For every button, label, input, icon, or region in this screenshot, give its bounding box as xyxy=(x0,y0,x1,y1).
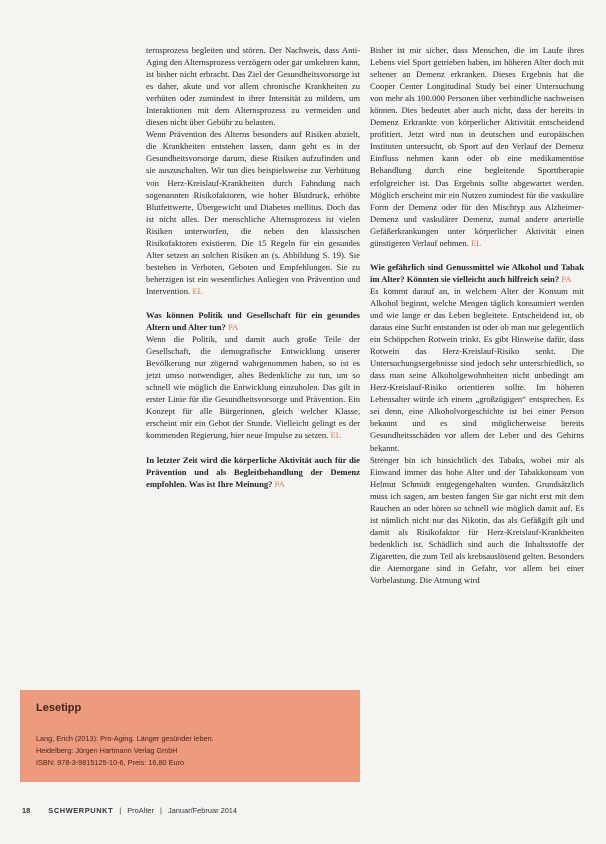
footer-separator: | xyxy=(119,806,122,815)
question-text: Was können Politik und Gesellschaft für ein gesundes Altern und Alter tun? xyxy=(146,309,360,333)
question-text: In letzter Zeit wird die körperliche Aktivität auch für die Prävention und als Begleitbehandlung der Demenz empfohlen. Was ist Ihre Meinung? xyxy=(146,454,360,489)
reading-tip-title: Lesetipp xyxy=(36,702,82,714)
issue-date: Januar/Februar 2014 xyxy=(168,806,238,815)
page-number: 18 xyxy=(22,806,31,815)
book-isbn-price: ISBN: 978-3-9815125-10-6, Preis: 16,80 Euro xyxy=(36,758,185,767)
interview-question xyxy=(146,309,360,333)
book-reference: Lang, Erich (2013): Pro-Aging. Länger gesünder leben. xyxy=(36,734,214,743)
question-text: Wie gefährlich sind Genussmittel wie Alkohol und Tabak im Alter? Könnten sie vielleicht auch hilfreich sein? xyxy=(370,261,584,284)
speaker-tag: EL xyxy=(192,285,203,296)
paragraph-text: ternsprozess begleiten und stören. Der Nachweis, dass Anti-Aging den Alternsprozess verzögern oder gar umkehren kann, ist bisher nicht erbracht. Das Ziel der Gesundheitsvorsorge ist es daher, akute und vor allem chronische Krankheiten zu verhüten oder zumindest in ihrer Intensität zu mildern, um Interaktionen mit dem Alternsprozess zu vermeiden und diesen nicht über Gebühr zu belasten. xyxy=(146,45,360,128)
speaker-tag: EL xyxy=(330,430,341,441)
paragraph xyxy=(370,44,584,249)
book-publisher: Heidelberg: Jürgen Hartmann Verlag GmbH xyxy=(36,746,178,755)
paragraph xyxy=(146,333,360,441)
section-label: SCHWERPUNKT xyxy=(48,806,114,815)
speaker-tag: EL xyxy=(471,237,482,248)
left-text-column xyxy=(146,44,360,490)
paragraph xyxy=(370,285,584,454)
magazine-name: ProAlter xyxy=(127,806,154,815)
reading-tip-box xyxy=(20,690,360,782)
paragraph-text: Es kommt darauf an, in welchem Alter der Konsum mit Alkohol beginnt, welche Mengen täglich konsumiert werden und wie lange er das Leben begleitete. Entscheidend ist, ob daraus eine Sucht entstanden ist oder ob man nur gelegentlich ein Schöppchen Rotwein trinkt. Es gibt Hinweise dafür, dass Rotwein das Herz-Kreislauf-Risiko senkt. Die Untersuchungsergebnisse sind jedoch sehr unterschiedlich, so dass man seine Alkoholgewohnheiten nicht unbedingt am Herz-Kreislauf-Risiko orientieren sollte. Im höheren Lebensalter würde ich einem „großzügigen“ entsprechen. Es sei denn, eine Alkoholvorgeschichte ist bei einer Person bekannt und es sind möglicherweise bereits Gesundheitsschäden vor allem der Leber und des Gehirns bekannt. xyxy=(370,285,584,453)
paragraph xyxy=(370,454,584,587)
speaker-tag: PA xyxy=(227,322,239,333)
interview-question xyxy=(370,261,584,285)
right-text-column xyxy=(370,44,584,586)
interview-question xyxy=(146,454,360,490)
page-footer xyxy=(22,806,582,815)
paragraph xyxy=(146,44,360,128)
paragraph xyxy=(146,128,360,297)
speaker-tag: PA xyxy=(274,478,285,489)
paragraph-text: Wenn Prävention des Alterns besonders auf Risiken abzielt, die Krankheiten entstehen lassen, dann geht es in der Gesundheitsvorsorge darum, diese Risiken aufzufinden und sie auszuschalten. Wir tun dies beispielsweise zur Verhütung von Herz-Kreislauf-Krankheiten durch Fahndung nach sogenannten Risikofaktoren, wie hoher Blutdruck, erhöhte Blutfettwerte, Übergewicht und Diabetes mellitus. Doch das ist nicht alles. Der menschliche Alternsprozess ist vielen Risiken unterworfen, die neben den klassischen Risikofaktoren existieren. Die 15 Regeln für ein gesundes Alter setzen an solchen Risiken an (s. Abbildung S. 19). Sie bestehen in Verboten, Geboten und Empfehlungen. Sie zu beherzigen ist ein wesentliches Anliegen von Prävention und Intervention. xyxy=(146,129,360,296)
paragraph-text: Strenger bin ich hinsichtlich des Tabaks, wobei mir als Einwand immer das hohe Alter und der Tabakkonsum von Helmut Schmidt entgegengehalten wurden. Grundsätzlich muss ich sagen, am besten fangen Sie gar nicht erst mit dem Rauchen an oder hören so schnell wie möglich damit auf. Es ist nämlich nicht nur das Nikotin, das als Gefäßgift gilt und damit als Risikofaktor für Herz-Kreislauf-Krankheiten bedenklich ist. Schädlich sind auch die Inhaltsstoffe der Zigaretten, die zum Teil als krebsauslösend gelten. Besonders die Atemorgane sind in Gefahr, vor allem bei einer Vorbelastung. Die Atmung wird xyxy=(370,454,584,586)
paragraph-text: Bisher ist mir sicher, dass Menschen, die im Laufe ihres Lebens viel Sport getrieben haben, im höheren Alter doch mit seltener an Demenz erkranken. Dieses Ergebnis hat die Cooper Center Longitudinal Study bei einer Untersuchung von mehr als 100.000 Personen über verbindliche nachweisen können. Dies bedeutet aber auch nicht, dass der bereits in Demenz Erkrankte von körperlicher Aktivität entscheidend profitiert. Jetzt wird nun in deutschen und europäischen Instituten untersucht, ob Sport auf den Verlauf der Demenz Einfluss nehmen kann oder ob eine medikamentöse Behandlung durch eine begleitende Sporttherapie erfolgreicher ist. Das Ergebnis sollte abgewartet werden. Möglich erscheint mir ein Nutzen zumindest für die vaskuläre Form der Demenz oder für den Mischtyp aus Alzheimer-Demenz und vaskulärer Demenz, zumal andere arterielle Gefäßerkrankungen unter körperlicher Aktivität einen günstigeren Verlauf nehmen. xyxy=(370,45,584,248)
paragraph-text: Wenn die Politik, und damit auch große Teile der Gesellschaft, die demografische Entwicklung unserer Bevölkerung nur zögernd wahrgenommen haben, so ist es jetzt umso notwendiger, altes Bedenkliche zu tun, um so schnell wie möglich die Entwicklung einzuholen. Das gilt in erster Linie für die Gesundheitsvorsorge und Prävention. Ein Konzept für alle Bürgerinnen, gleich welcher Klasse, erscheint mir ein Gebot der Stunde. Vielleicht gelingt es der kommenden Regierung, hier neue Impulse zu setzen. xyxy=(146,334,360,441)
speaker-tag: PA xyxy=(561,273,572,284)
footer-separator: | xyxy=(160,806,162,815)
